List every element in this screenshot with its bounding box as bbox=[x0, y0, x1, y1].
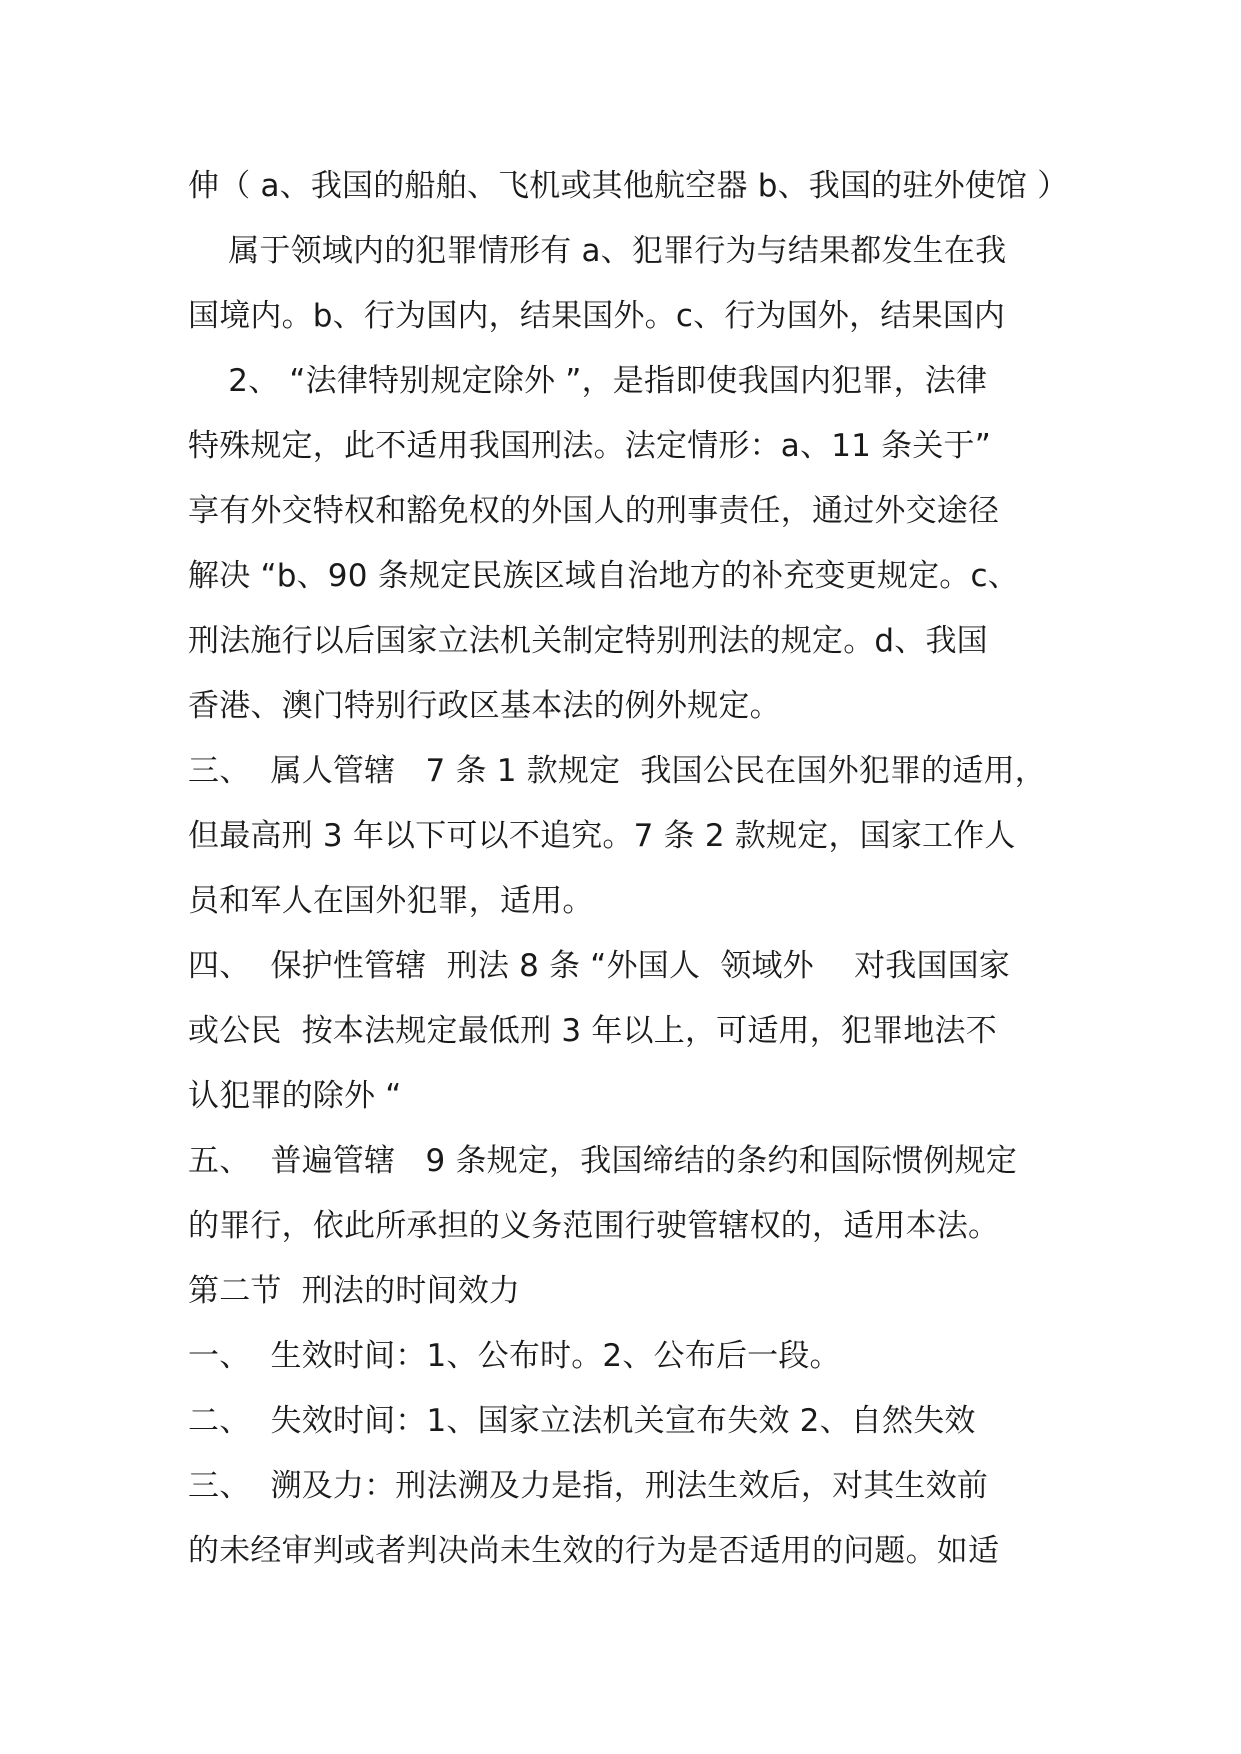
text-line: 或公民 按本法规定最低刑 3 年以上，可适用，犯罪地法不 bbox=[188, 1013, 997, 1049]
text-line: 国境内。b、行为国内，结果国外。c、行为国外，结果国内 bbox=[188, 298, 1006, 334]
text-line: 员和军人在国外犯罪，适用。 bbox=[188, 883, 594, 919]
text-line: 三、 属人管辖 7 条 1 款规定 我国公民在国外犯罪的适用， bbox=[188, 753, 1046, 789]
text-line: 2、 “法律特别规定除外 ”，是指即使我国内犯罪，法律 bbox=[188, 363, 988, 399]
text-line: 四、 保护性管辖 刑法 8 条 “外国人 领域外 对我国国家 bbox=[188, 948, 1011, 984]
text-line: 伸（ a、我国的船舶、飞机或其他航空器 b、我国的驻外使馆 ） bbox=[188, 168, 1069, 204]
text-line: 五、 普遍管辖 9 条规定，我国缔结的条约和国际惯例规定 bbox=[188, 1143, 1018, 1179]
text-line: 刑法施行以后国家立法机关制定特别刑法的规定。d、我国 bbox=[188, 623, 988, 659]
section-heading: 第二节 刑法的时间效力 bbox=[188, 1273, 521, 1309]
text-line: 特殊规定，此不适用我国刑法。法定情形：a、11 条关于” bbox=[188, 428, 991, 464]
text-line: 认犯罪的除外 “ bbox=[188, 1078, 402, 1114]
text-line: 一、 生效时间：1、公布时。2、公布后一段。 bbox=[188, 1338, 841, 1374]
text-line: 但最高刑 3 年以下可以不追究。7 条 2 款规定，国家工作人 bbox=[188, 818, 1016, 854]
text-line: 的罪行，依此所承担的义务范围行驶管辖权的，适用本法。 bbox=[188, 1208, 1000, 1244]
text-line: 的未经审判或者判决尚未生效的行为是否适用的问题。如适 bbox=[188, 1533, 1000, 1569]
text-line: 解决 “b、90 条规定民族区域自治地方的补充变更规定。c、 bbox=[188, 558, 1019, 594]
text-line: 香港、澳门特别行政区基本法的例外规定。 bbox=[188, 688, 781, 724]
text-line: 属于领域内的犯罪情形有 a、犯罪行为与结果都发生在我 bbox=[188, 233, 1007, 269]
text-line: 二、 失效时间：1、国家立法机关宣布失效 2、自然失效 bbox=[188, 1403, 976, 1439]
text-line: 三、 溯及力：刑法溯及力是指，刑法生效后，对其生效前 bbox=[188, 1468, 989, 1504]
body-text bbox=[188, 154, 1088, 1584]
text-line: 享有外交特权和豁免权的外国人的刑事责任，通过外交途径 bbox=[188, 493, 1000, 529]
